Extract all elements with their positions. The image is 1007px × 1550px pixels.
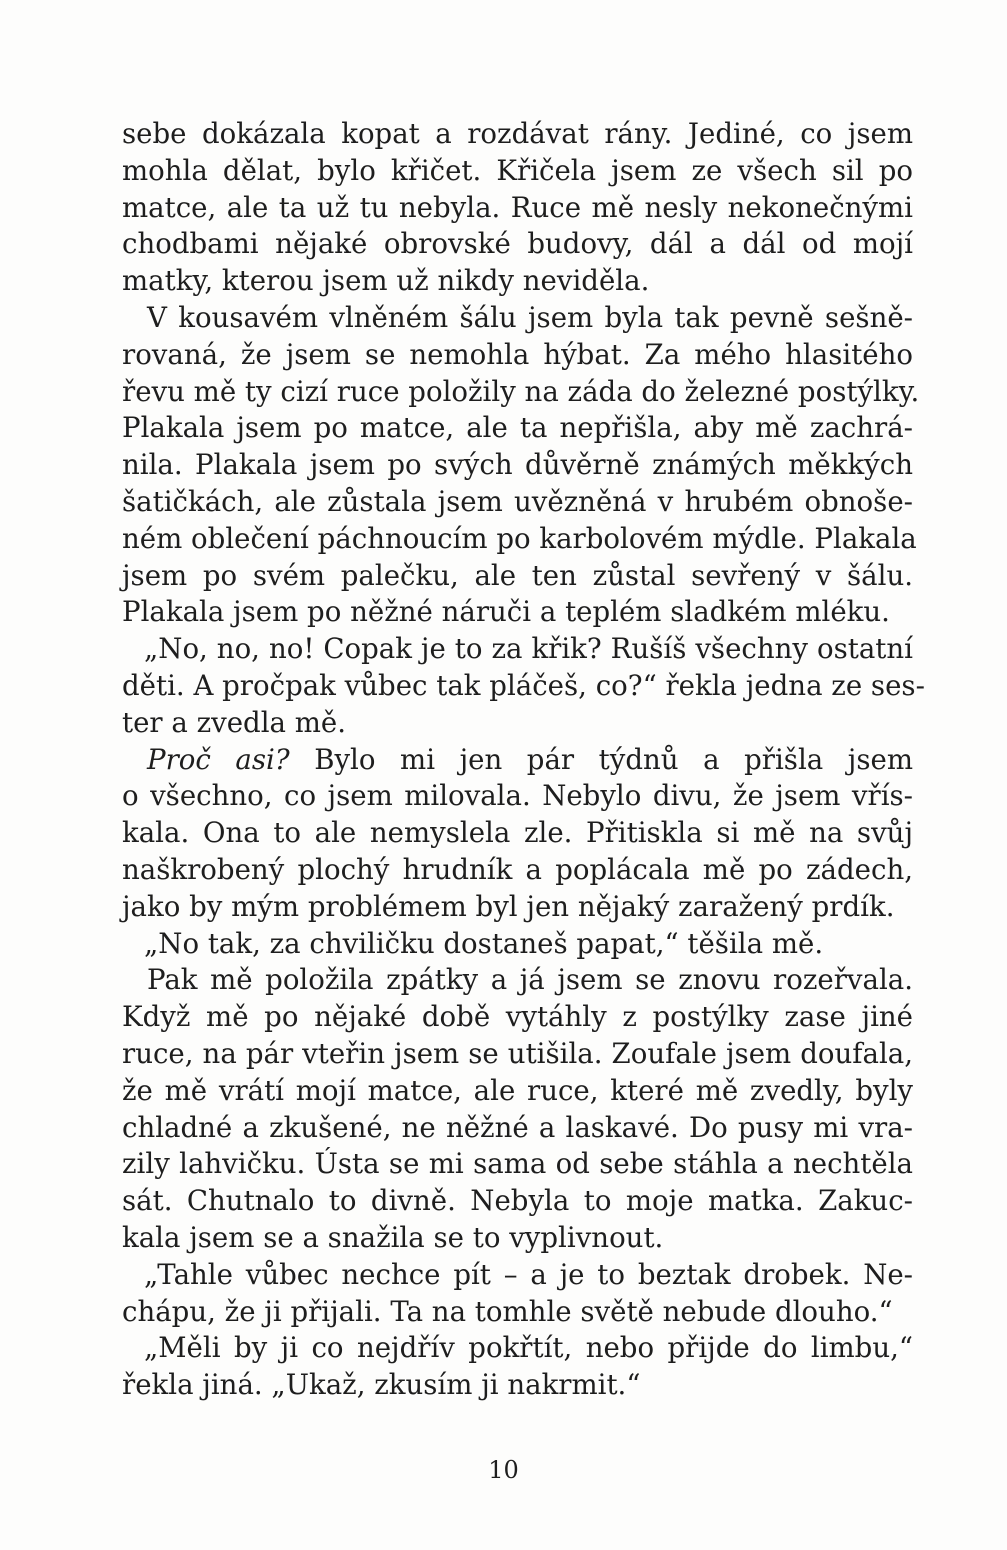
text-line: ruce, na pár vteřin jsem se utišila. Zoufale jsem doufala, xyxy=(122,1036,913,1070)
text-line: že mě vrátí mojí matce, ale ruce, které mě zvedly, byly xyxy=(122,1073,913,1107)
page-number: 10 xyxy=(488,1456,519,1484)
text-line: ter a zvedla mě. xyxy=(122,705,347,739)
text-line: „Tahle vůbec nechce pít – a je to beztak drobek. Ne- xyxy=(144,1257,913,1291)
text-line: o všechno, co jsem milovala. Nebylo divu, že jsem vřís- xyxy=(122,779,913,813)
text-line: „Měli by ji co nejdřív pokřtít, nebo přijde do limbu,“ xyxy=(144,1331,913,1365)
text-line: ném oblečení páchnoucím po karbolovém mýdle. Plakala xyxy=(122,521,917,555)
text-line: chladné a zkušené, ne něžné a laskavé. Do pusy mi vra- xyxy=(122,1110,913,1144)
text-line: sebe dokázala kopat a rozdávat rány. Jediné, co jsem xyxy=(122,117,913,150)
text-line: zily lahvičku. Ústa se mi sama od sebe stáhla a nechtěla xyxy=(122,1147,913,1181)
text-line: děti. A pročpak vůbec tak pláčeš, co?“ řekla jedna ze ses- xyxy=(122,668,925,702)
text-line: „No, no, no! Copak je to za křik? Rušíš všechny ostatní xyxy=(144,632,913,666)
text-line: řevu mě ty cizí ruce položily na záda do železné postýlky. xyxy=(122,374,920,408)
text-line xyxy=(122,742,913,779)
text-line: V kousavém vlněném šálu jsem byla tak pevně sešně- xyxy=(147,300,913,334)
text-line: Plakala jsem po matce, ale ta nepřišla, aby mě zachrá- xyxy=(122,411,913,445)
text-line: naškrobený plochý hrudník a poplácala mě po zádech, xyxy=(122,852,913,886)
text-line: chápu, že ji přijali. Ta na tomhle světě nebude dlouho.“ xyxy=(122,1294,893,1328)
italic-lead: Proč asi? xyxy=(147,742,290,776)
text-line: jsem po svém palečku, ale ten zůstal sevřený v šálu. xyxy=(122,558,913,592)
line-rest: Bylo mi jen pár týdnů a přišla jsem xyxy=(314,742,914,776)
body-text xyxy=(122,116,925,1404)
text-line: Pak mě položila zpátky a já jsem se znovu rozeřvala. xyxy=(147,963,913,997)
text-line: matce, ale ta už tu nebyla. Ruce mě nesly nekonečnými xyxy=(122,190,913,224)
text-line: sát. Chutnalo to divně. Nebyla to moje matka. Zakuc- xyxy=(122,1184,913,1218)
text-line: řekla jiná. „Ukaž, zkusím ji nakrmit.“ xyxy=(122,1368,641,1402)
text-line: Když mě po nějaké době vytáhly z postýlky zase jiné xyxy=(122,1000,913,1034)
text-line: „No tak, za chviličku dostaneš papat,“ těšila mě. xyxy=(144,926,824,960)
text-line: chodbami nějaké obrovské budovy, dál a dál od mojí xyxy=(122,227,913,261)
text-line: mohla dělat, bylo křičet. Křičela jsem ze všech sil po xyxy=(122,153,913,187)
text-line: matky, kterou jsem už nikdy neviděla. xyxy=(122,264,650,298)
text-line: nila. Plakala jsem po svých důvěrně známých měkkých xyxy=(122,448,913,482)
text-line: šatičkách, ale zůstala jsem uvězněná v hrubém obnoše- xyxy=(122,484,913,518)
text-line: Plakala jsem po něžné náruči a teplém sladkém mléku. xyxy=(122,595,890,629)
text-line: rovaná, že jsem se nemohla hýbat. Za mého hlasitého xyxy=(122,337,913,371)
text-line: kala. Ona to ale nemyslela zle. Přitiskla si mě na svůj xyxy=(122,816,913,850)
text-line: kala jsem se a snažila se to vyplivnout. xyxy=(122,1220,664,1254)
text-line: jako by mým problémem byl jen nějaký zaražený prdík. xyxy=(122,889,895,923)
